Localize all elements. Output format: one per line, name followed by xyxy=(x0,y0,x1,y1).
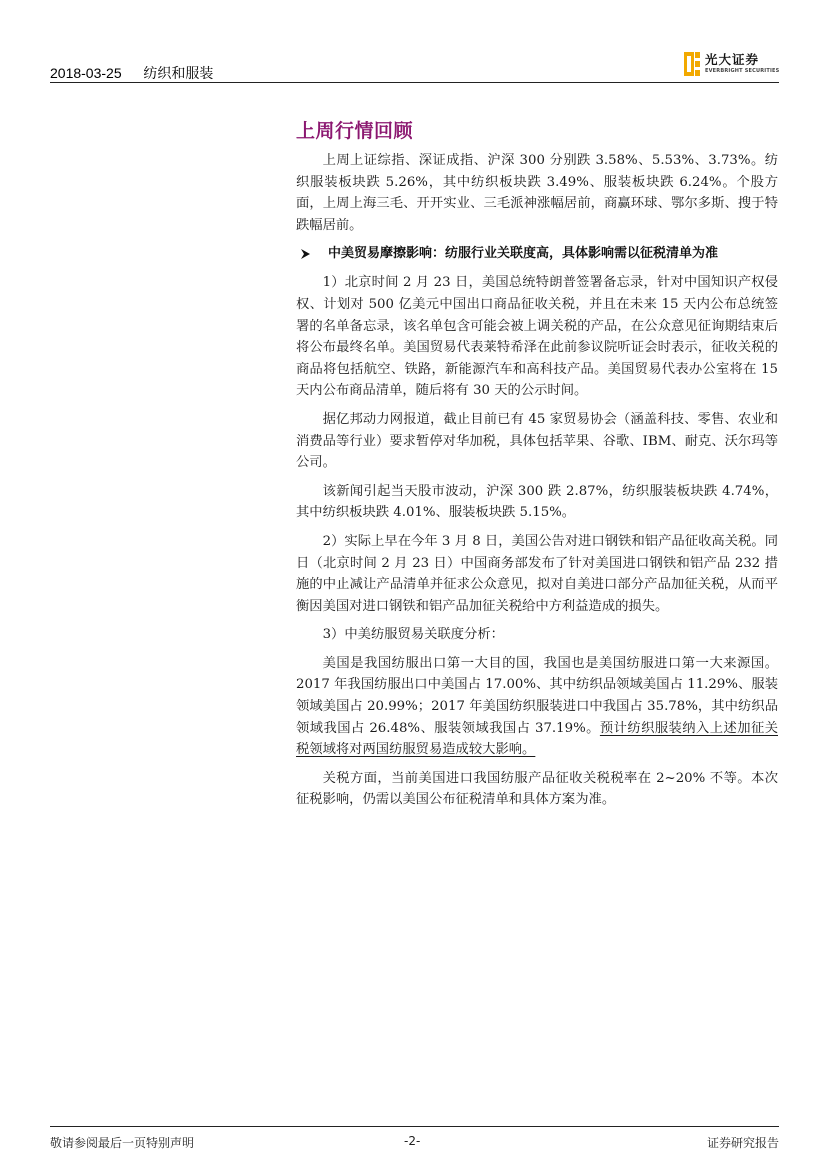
key-point-text: 中美贸易摩擦影响：纺服行业关联度高，具体影响需以征税清单为准 xyxy=(328,246,719,262)
footer-report-type: 证券研究报告 xyxy=(706,1136,779,1150)
paragraph-trump-memorandum: 1）北京时间 2 月 23 日，美国总统特朗普签署备忘录，针对中国知识产权侵权、计划对 500 亿美元中国出口商品征收关税，并且在未来 15 天内公布总统签署的名单备忘录，该名单包含可能会被上调关税的产品，在公众意见征询期结束后将公布最终名单。美国贸易代表莱特希泽在此前参议院听证会时表示，征收关税的商品将包括航空、铁路，新能源汽车和高科技产品。美国贸易代表办公室将在 15 天内公布商品清单，随后将有 30 天的公示时间。 xyxy=(296,275,778,399)
footer-divider xyxy=(50,1126,779,1127)
underlined-conclusion: 预计纺织服装纳入上述加征关税领域将对两国纺服贸易造成较大影响。 xyxy=(296,720,778,758)
report-date: 2018-03-25 xyxy=(50,65,122,81)
paragraph-steel-aluminum: 2）实际上早在今年 3 月 8 日，美国公告对进口钢铁和铝产品征收高关税。同日（北京时间 2 月 23 日）中国商务部发布了针对美国进口钢铁和铝产品 232 措施的中止减让产品清单并征求公众意见，拟对自美进口部分产品加征关税，从而平衡因美国对进口钢铁和铝产品加征关税给中方利益造成的损失。 xyxy=(296,533,778,614)
paragraph-trade-correlation xyxy=(296,653,778,761)
trade-correlation-text: 美国是我国纺服出口第一大目的国，我国也是美国纺服进口第一大来源国。2017 年我国纺服出口中美国占 17.00%、其中纺织品领域美国占 11.29%、服装领域美国占 20.99%；2017 年美国纺织服装进口中我国占 35.78%，其中纺织品领域我国占 26.48%、服装领域我国占 37.19%。 xyxy=(296,655,778,736)
paragraph-market-review: 上周上证综指、深证成指、沪深 300 分别跌 3.58%、5.53%、3.73%。纺织服装板块跌 5.26%，其中纺织板块跌 3.49%、服装板块跌 6.24%。个股方面，上周上海三毛、开开实业、三毛派神涨幅居前，商赢环球、鄂尔多斯、搜于特跌幅居前。 xyxy=(296,153,778,233)
everbright-logo-icon xyxy=(684,52,700,76)
paragraph-trade-associations: 据亿邦动力网报道，截止目前已有 45 家贸易协会（涵盖科技、零售、农业和消费品等行业）要求暂停对华加税，具体包括苹果、谷歌、IBM、耐克、沃尔玛等公司。 xyxy=(296,411,778,471)
header-divider xyxy=(50,82,779,83)
paragraph-correlation-heading: 3）中美纺服贸易关联度分析： xyxy=(322,627,504,643)
report-sector: 纺织和服装 xyxy=(143,65,214,81)
report-header-meta xyxy=(50,63,213,83)
page-number: -2- xyxy=(404,1134,421,1148)
report-body xyxy=(296,150,778,818)
company-logo xyxy=(684,52,779,76)
paragraph-market-reaction: 该新闻引起当天股市波动，沪深 300 跌 2.87%，纺织服装板块跌 4.74%，其中纺织板块跌 4.01%、服装板块跌 5.15%。 xyxy=(296,483,778,521)
logo-chinese-name: 光大证券 xyxy=(705,52,760,68)
section-title: 上周行情回顾 xyxy=(296,120,414,142)
logo-english-name: EVERBRIGHT SECURITIES xyxy=(705,67,780,74)
arrow-bullet-icon xyxy=(298,244,314,264)
paragraph-tariff-rate: 关税方面，当前美国进口我国纺服产品征收关税税率在 2~20% 不等。本次征税影响，仍需以美国公布征税清单和具体方案为准。 xyxy=(296,770,778,808)
footer-disclaimer: 敬请参阅最后一页特别声明 xyxy=(50,1136,195,1150)
key-point-heading xyxy=(296,244,778,264)
